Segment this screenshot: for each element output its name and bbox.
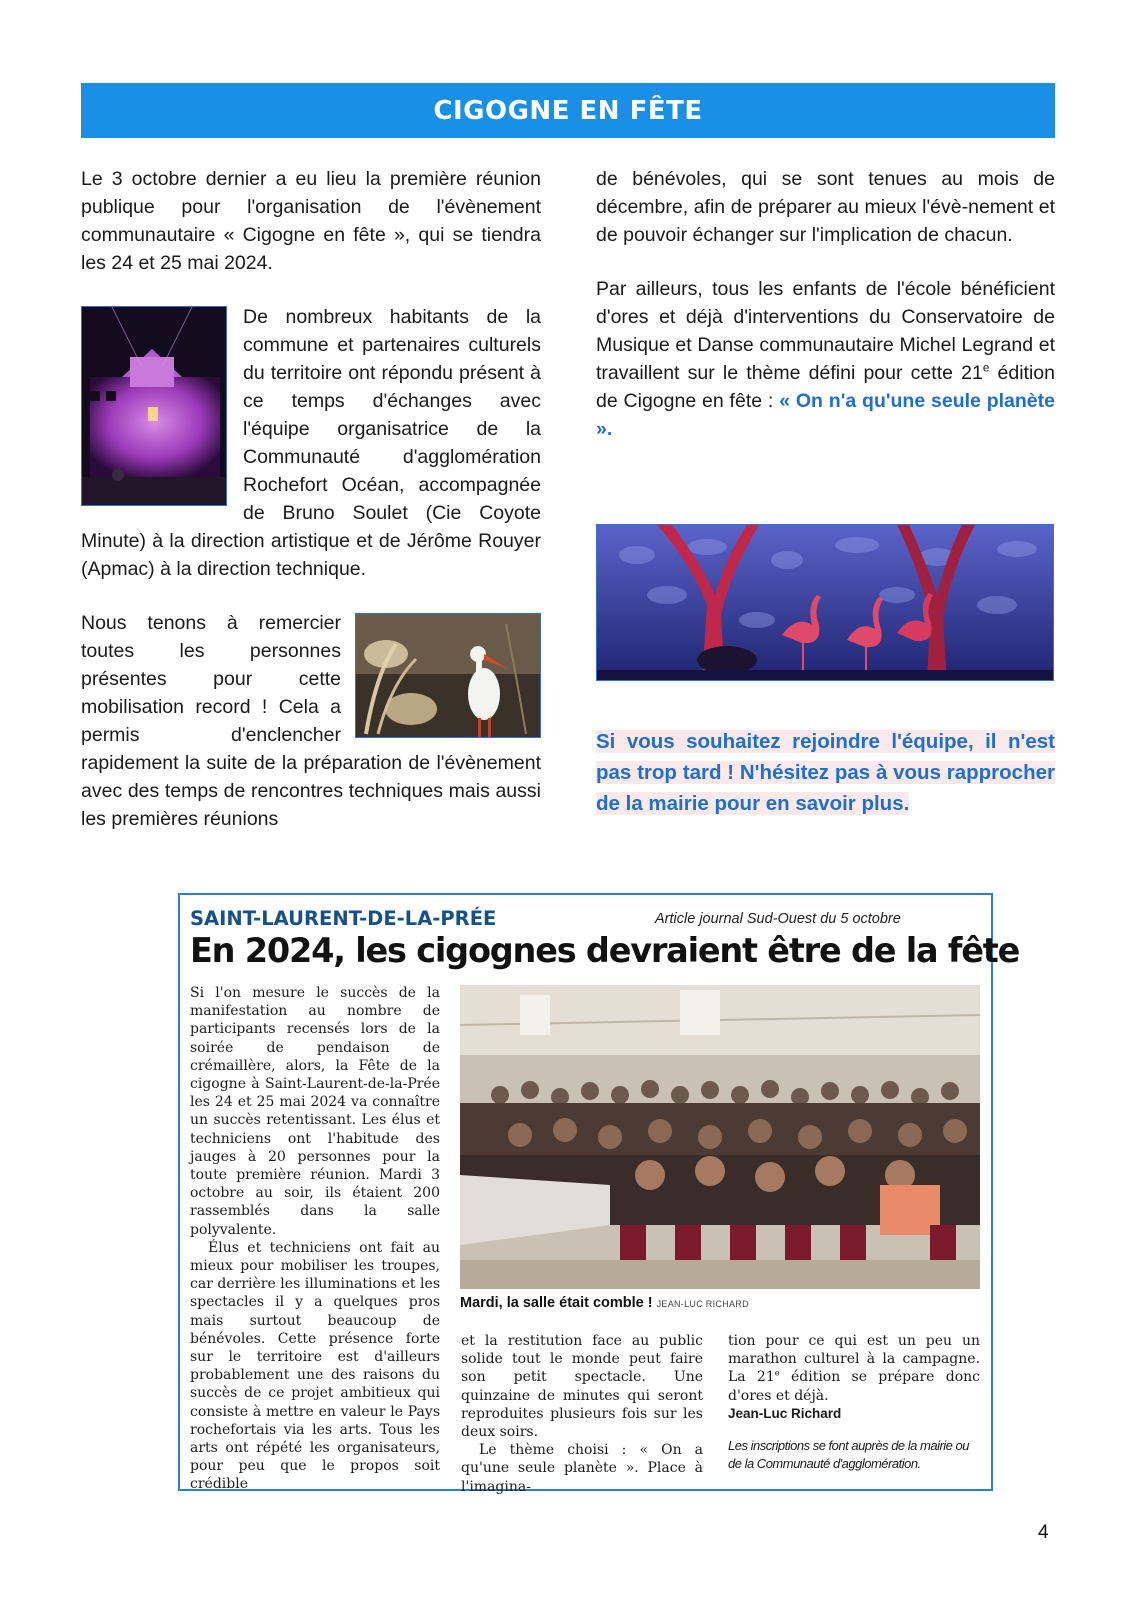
article-paragraph: Si l'on mesure le succès de la manifestation au nombre de participants recensés lors de la soirée de pendaison de crémaillère, alors, la Fête de la cigogne à Saint-Laurent-de-la-Prée les 24 et 25 mai 2024 va connaître un succès retentissant. Les élus et techniciens ont l'habitude des jauges à 20 personnes pour la toute première réunion. Mardi 3 octobre au soir, ils étaient 200 rassemblés dans la salle polyvalente. <box>190 985 440 1238</box>
thanks-paragraph: Nous tenons à remercier toutes les personnes présentes pour cette mobilisation record ! Cela a permis d'enclencher rapidement la suite de la préparation de l'évènement avec des temps de rencontres techniques mais aussi les premières réunions <box>81 612 541 830</box>
crowded-hall-photo <box>460 985 980 1289</box>
article-column-1 <box>190 984 440 1494</box>
article-section: SAINT-LAURENT-DE-LA-PRÉE <box>190 907 497 930</box>
article-column-3 <box>728 1332 980 1473</box>
flamingo-photo <box>596 524 1054 681</box>
article-paragraph: Élus et techniciens ont fait au mieux pour mobiliser les troupes, car derrière les illuminations et les spectacles il y a quelques pros mais surtout beaucoup de bénévoles. Cette présence forte sur le territoire est d'ailleurs probablement une des raisons du succès de ce projet ambitieux qui consiste à mettre en valeur le Pays rochefortais via les arts. Tous les arts ont répété les organisateurs, pour peu que le propos soit crédible <box>190 1239 440 1493</box>
intro-paragraph: Le 3 octobre dernier a eu lieu la première réunion publique pour l'organisation de l'évènement communautaire « Cigogne en fête », qui se tiendra les 24 et 25 mai 2024. <box>81 168 541 274</box>
volunteers-paragraph: de bénévoles, qui se sont tenues au mois de décembre, afin de préparer au mieux l'évè-nement et de pouvoir échanger sur l'implication de chacun. <box>596 168 1055 246</box>
page-number: 4 <box>1038 1522 1049 1543</box>
article-headline: En 2024, les cigognes devraient être de la fête <box>190 931 1020 970</box>
article-paragraph: Le thème choisi : « On a qu'une seule planète ». Place à l'imagina- <box>461 1442 703 1495</box>
photo-caption: Mardi, la salle était comble ! JEAN-LUC RICHARD <box>460 1295 749 1311</box>
article-source: Article journal Sud-Ouest du 5 octobre <box>655 911 901 927</box>
article-paragraph: et la restitution face au public solide tout le monde peut faire son petit spectacle. Une quinzaine de minutes qui seront reproduites plusieurs fois sur les deux soirs. <box>461 1333 703 1441</box>
article-paragraph: tion pour ce qui est un peu un marathon culturel à la campagne. La 21e édition se prépare donc d'ores et déjà. <box>728 1333 980 1404</box>
participants-paragraph: De nombreux habitants de la commune et partenaires culturels du territoire ont répondu présent à ce temps d'échanges avec l'équipe organisatrice de la Communauté d'agglomération Rochefort Océan, accompagnée de Bruno Soulet (Cie Coyote Minute) à la direction artistique et de Jérôme Rouyer (Apmac) à la direction technique. <box>81 306 541 580</box>
article-author: Jean-Luc Richard <box>728 1405 842 1421</box>
theme-quote: « On n'a qu'une seule planète ». <box>596 390 1055 440</box>
page-title: CIGOGNE EN FÊTE <box>433 95 703 126</box>
right-column <box>596 165 1055 443</box>
newspaper-article <box>178 893 1020 1495</box>
school-paragraph: Par ailleurs, tous les enfants de l'école bénéficient d'ores et déjà d'interventions du Conservatoire de Musique et Danse communautaire Michel Legrand et travaillent sur le thème défini pour cette 21e édition de Cigogne en fête : « On n'a qu'une seule planète ». <box>596 278 1055 440</box>
join-team-callout: Si vous souhaitez rejoindre l'équipe, il n'est pas trop tard ! N'hésitez pas à vous rapprocher de la mairie pour en savoir plus. <box>596 730 1055 815</box>
photo-credit: JEAN-LUC RICHARD <box>656 1299 749 1309</box>
stork-photo <box>355 613 541 738</box>
left-column <box>81 165 541 833</box>
article-column-2 <box>461 1332 703 1496</box>
title-banner <box>81 83 1055 138</box>
registration-note: Les inscriptions se font auprès de la mairie ou de la Communauté d'agglomération. <box>728 1438 969 1472</box>
castle-photo <box>81 306 227 506</box>
